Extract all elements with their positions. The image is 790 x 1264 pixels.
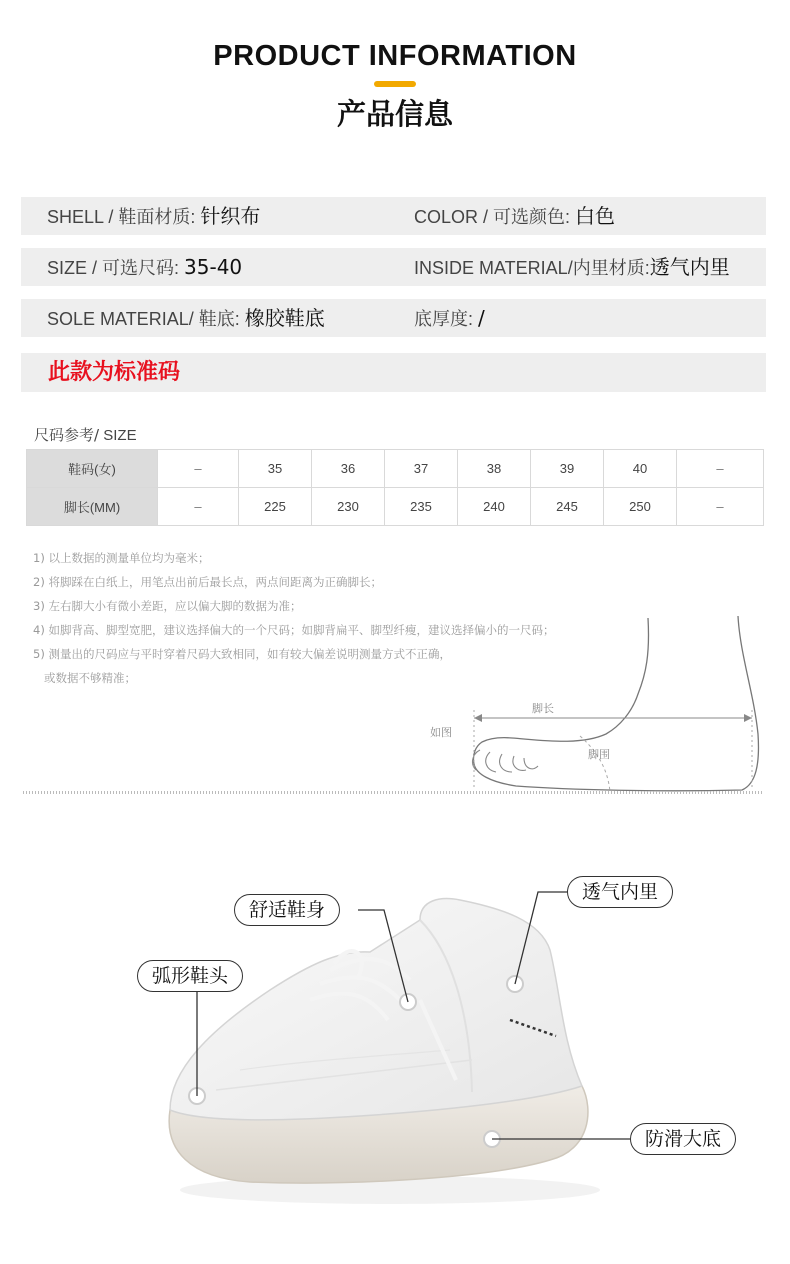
spec-size [47, 248, 242, 286]
callout-breathable-lining: 透气内里 [567, 876, 673, 908]
spec-size-label: SIZE / 可选尺码: [47, 258, 180, 278]
size-table-title [34, 424, 137, 445]
title-accent-bar [374, 81, 416, 87]
label-length: 脚长 [532, 702, 554, 715]
title-english: PRODUCT INFORMATION [213, 40, 577, 72]
row-header-foot-length: 脚长(MM) [27, 488, 158, 526]
toes-outline [473, 750, 538, 772]
spec-row-sole-thickness [21, 299, 766, 337]
spec-row-shell-color [21, 197, 766, 235]
table-cell: 38 [458, 450, 531, 488]
spec-sole-value: 橡胶鞋底 [244, 306, 325, 330]
section-divider [23, 791, 763, 794]
label-girth: 脚围 [588, 748, 610, 761]
shoe-image [120, 860, 640, 1220]
spec-thickness-value: / [478, 306, 485, 330]
row-header-shoe-size: 鞋码(女) [27, 450, 158, 488]
callout-anti-slip-sole: 防滑大底 [630, 1123, 736, 1155]
spec-inside-label: INSIDE MATERIAL/内里材质: [414, 258, 650, 278]
size-table-title-cn: 尺码参考/ [34, 426, 100, 444]
table-cell: 36 [312, 450, 385, 488]
table-cell: – [158, 450, 239, 488]
marker-toe [189, 1088, 205, 1104]
size-table [26, 449, 764, 526]
note-line: 2) 将脚踩在白纸上，用笔点出前后最长点，两点间距离为正确脚长； [33, 575, 382, 589]
marker-upper [400, 994, 416, 1010]
foot-measure-diagram [420, 614, 770, 794]
note-line: 5) 测量出的尺码应与平时穿着尺码大致相同，如有较大偏差说明测量方式不正确， [33, 647, 451, 661]
size-table-title-en: SIZE [99, 427, 137, 444]
spec-shell [47, 197, 260, 235]
spec-sole-label: SOLE MATERIAL/ 鞋底: [47, 309, 240, 329]
spec-inside [414, 248, 730, 286]
table-cell: 250 [604, 488, 677, 526]
table-cell: 240 [458, 488, 531, 526]
table-cell: 35 [239, 450, 312, 488]
marker-lining [507, 976, 523, 992]
foot-outline [473, 616, 758, 791]
spec-shell-value: 针织布 [200, 204, 261, 228]
table-cell: 245 [531, 488, 604, 526]
note-line: 或数据不够精准； [33, 671, 136, 685]
table-cell: – [677, 488, 764, 526]
spec-size-value: 35-40 [184, 255, 243, 279]
table-cell: 40 [604, 450, 677, 488]
standard-size-note: 此款为标准码 [48, 360, 181, 385]
label-figure: 如图 [430, 726, 452, 739]
marker-sole [484, 1131, 500, 1147]
spec-shell-label: SHELL / 鞋面材质: [47, 207, 196, 227]
table-cell: 230 [312, 488, 385, 526]
spec-color-label: COLOR / 可选颜色: [414, 207, 571, 227]
spec-color [414, 197, 615, 235]
spec-sole [47, 299, 325, 337]
note-line: 3) 左右脚大小有微小差距，应以偏大脚的数据为准； [33, 599, 302, 613]
standard-size-row [21, 353, 766, 392]
table-cell: – [677, 450, 764, 488]
spec-thickness [414, 299, 485, 337]
table-cell: 39 [531, 450, 604, 488]
spec-thickness-label: 底厚度: [414, 309, 474, 329]
table-cell: 235 [385, 488, 458, 526]
note-line: 4) 如脚背高、脚型宽肥，建议选择偏大的一个尺码；如脚背扁平、脚型纤瘦，建议选择偏小的一尺码； [33, 623, 555, 637]
spec-row-size-inside [21, 248, 766, 286]
spec-inside-value: 透气内里 [649, 255, 730, 279]
title-chinese: 产品信息 [336, 97, 453, 131]
callout-comfort-upper: 舒适鞋身 [234, 894, 340, 926]
spec-color-value: 白色 [575, 204, 616, 228]
table-cell: – [158, 488, 239, 526]
note-line: 1) 以上数据的测量单位均为毫米； [33, 551, 210, 565]
table-cell: 37 [385, 450, 458, 488]
table-row [27, 488, 764, 526]
table-row [27, 450, 764, 488]
table-cell: 225 [239, 488, 312, 526]
callout-curved-toe: 弧形鞋头 [137, 960, 243, 992]
girth-arc [580, 736, 610, 792]
